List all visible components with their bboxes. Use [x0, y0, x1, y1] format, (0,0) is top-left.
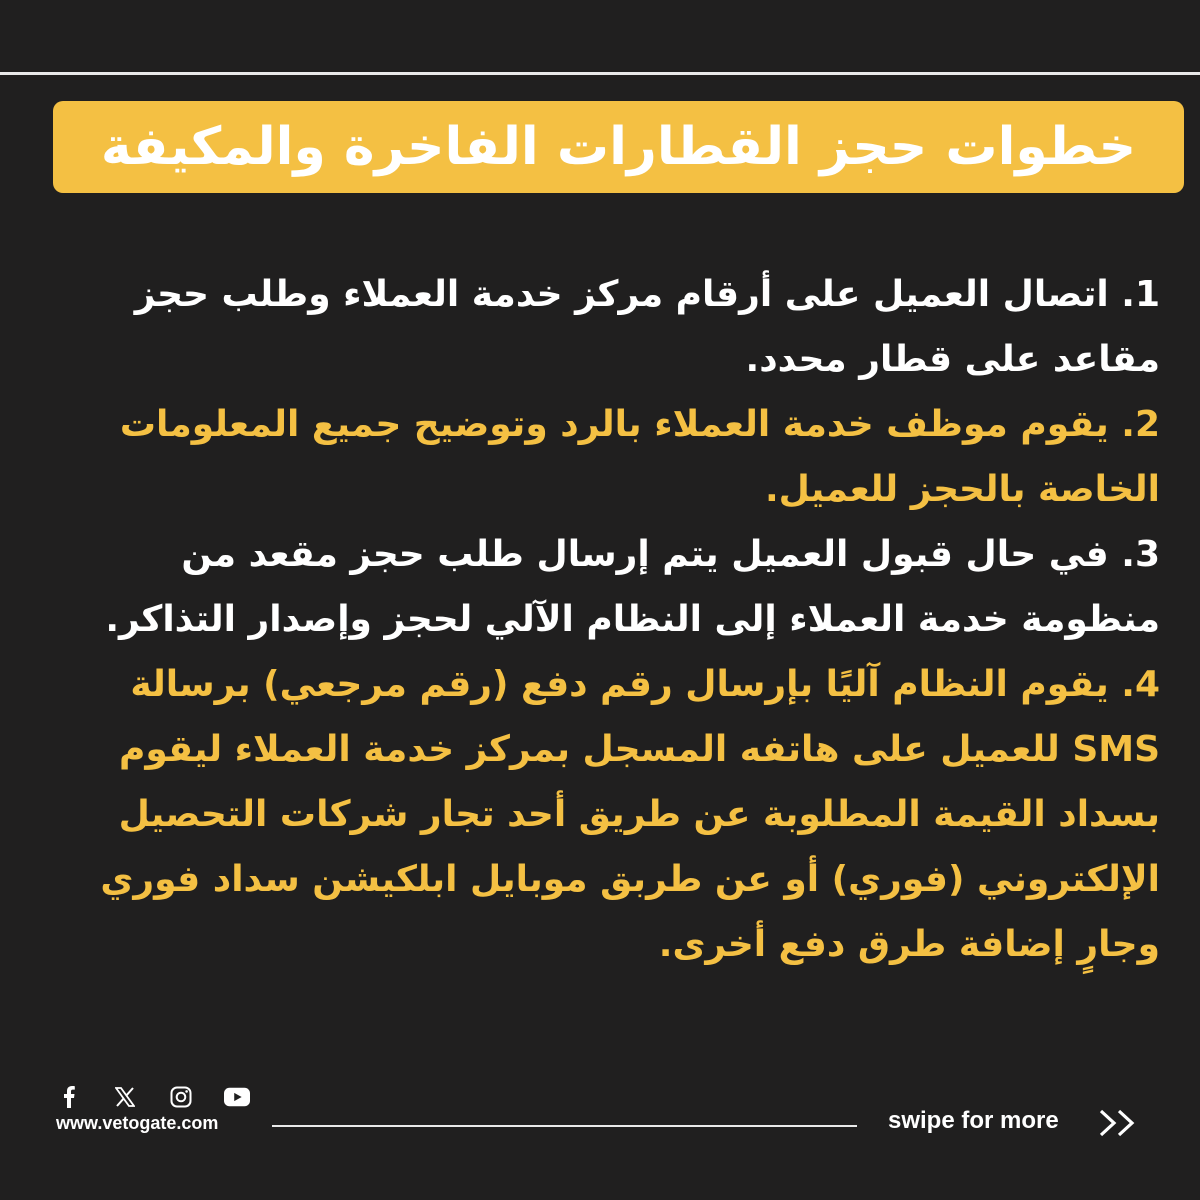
youtube-icon[interactable]	[224, 1084, 250, 1110]
title-banner	[53, 101, 1184, 193]
footer-divider	[272, 1125, 857, 1127]
footer	[0, 1075, 1200, 1155]
page-title: خطوات حجز القطارات الفاخرة والمكيفة	[100, 117, 1137, 177]
step-item: 1. اتصال العميل على أرقام مركز خدمة العملاء وطلب حجز مقاعد على قطار محدد.	[134, 274, 1160, 380]
facebook-icon[interactable]	[56, 1084, 82, 1110]
steps-list	[60, 262, 1160, 977]
step-item: 3. في حال قبول العميل يتم إرسال طلب حجز مقعد من منظومة خدمة العملاء إلى النظام الآلي لحجز وإصدار التذاكر.	[105, 534, 1160, 640]
top-divider	[0, 72, 1200, 75]
x-icon[interactable]	[112, 1084, 138, 1110]
double-chevron-right-icon[interactable]	[1098, 1108, 1140, 1138]
social-links	[56, 1084, 250, 1110]
step-item: 2. يقوم موظف خدمة العملاء بالرد وتوضيح جميع المعلومات الخاصة بالحجز للعميل.	[119, 404, 1160, 510]
step-item: 4. يقوم النظام آليًا بإرسال رقم دفع (رقم مرجعي) برسالة SMS للعميل على هاتفه المسجل بمركز خدمة العملاء ليقوم بسداد القيمة المطلوبة عن طريق أحد تجار شركات التحصيل الإلكتروني (فوري) أو عن طربق موبايل ابلكيشن سداد فوري وجارٍ إضافة طرق دفع أخرى.	[100, 664, 1160, 965]
website-link[interactable]: www.vetogate.com	[56, 1113, 219, 1133]
instagram-icon[interactable]	[168, 1084, 194, 1110]
swipe-label: swipe for more	[888, 1107, 1059, 1134]
